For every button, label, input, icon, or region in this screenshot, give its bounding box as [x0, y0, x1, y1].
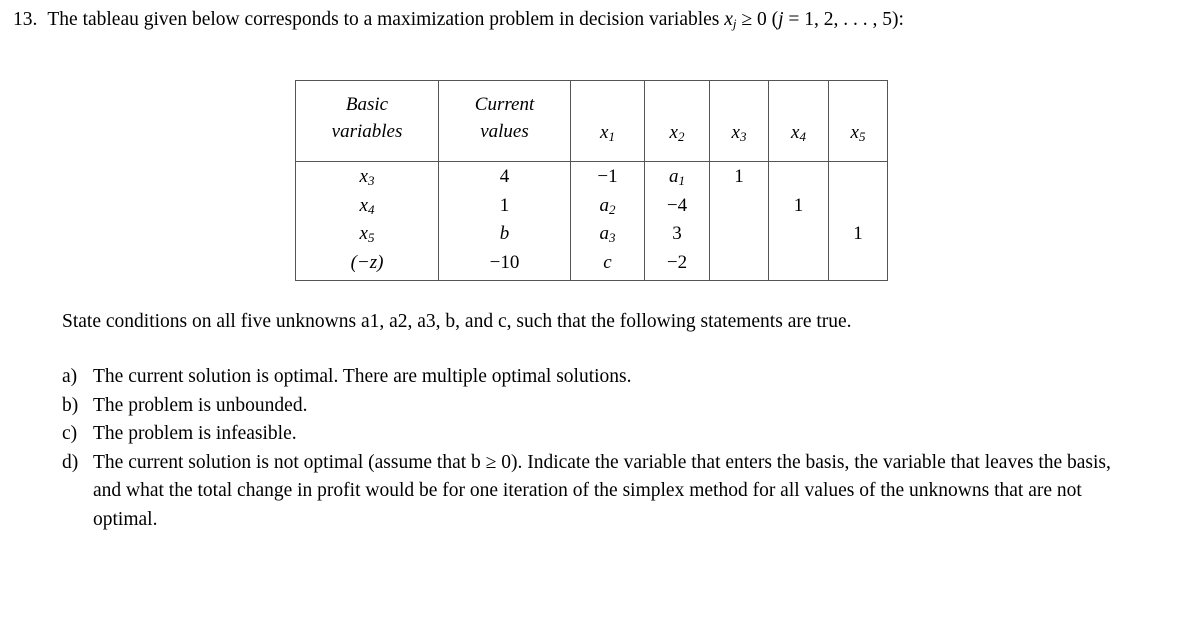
coef-cell: 1	[853, 223, 863, 244]
problem-number: 13.	[13, 9, 38, 30]
coef-cell-a2: $a_2$	[599, 194, 616, 217]
part-label: a)	[62, 366, 78, 387]
part-label: c)	[62, 423, 78, 445]
conditions-instruction: State conditions on all five unknowns a1, a2, a3, b, and c, such that the following statements are true.	[62, 311, 852, 332]
current-values-column	[439, 162, 571, 281]
coef-cell: −1	[597, 166, 618, 187]
coef-cell: −4	[666, 194, 688, 216]
coef-cell	[710, 220, 768, 249]
coef-cell	[829, 192, 887, 221]
question-part	[62, 449, 1142, 535]
question-parts-list	[62, 363, 1142, 535]
simplex-tableau	[295, 80, 888, 281]
coef-cell-a3: $a_3$	[599, 223, 616, 245]
col-header-x2: $x_2$	[645, 81, 710, 162]
part-text: The problem is infeasible.	[93, 423, 297, 445]
coef-cell: 1	[734, 166, 744, 187]
part-label: b)	[62, 394, 79, 416]
coef-cell	[769, 220, 828, 249]
col-header-x3: $x_3$	[710, 81, 769, 162]
index-symbol: j	[778, 9, 784, 30]
problem-text: The tableau given below corresponds to a maximization problem in decision variables	[47, 9, 720, 30]
var-symbol: $x_j$	[724, 9, 737, 31]
basic-var-objective: (−z)	[350, 251, 384, 273]
coef-cell	[710, 249, 768, 278]
tableau-header-row	[296, 81, 888, 162]
value-cell: −10	[489, 251, 520, 273]
coef-cell	[769, 163, 828, 192]
coef-cell: c	[603, 251, 612, 273]
value-cell: b	[499, 223, 510, 244]
basic-var-x4: $x_4$	[359, 194, 375, 217]
nonneg-constraint: ≥ 0 (	[741, 9, 779, 30]
tableau-body-row	[296, 162, 888, 281]
x4-column	[769, 162, 829, 281]
current-values-header: Current values	[439, 81, 571, 162]
col-header-x4: $x_4$	[769, 81, 829, 162]
coef-cell-a1: $a_1$	[669, 166, 685, 188]
coef-cell: −2	[666, 251, 688, 273]
coef-cell: 1	[793, 194, 804, 216]
part-text: The problem is unbounded.	[93, 394, 308, 416]
x2-column	[645, 162, 710, 281]
part-text: The current solution is not optimal (assume that b ≥ 0). Indicate the variable that enters the basis, the variable that leaves the basis, and what the total change in profit would be for one iteration of the simplex method for all values of the unknowns that are not optimal.	[93, 451, 1111, 530]
coef-cell	[769, 249, 828, 278]
question-part	[62, 420, 1142, 449]
coef-cell	[829, 163, 887, 192]
x3-column	[710, 162, 769, 281]
coef-cell	[710, 192, 768, 221]
col-header-x1: $x_1$	[571, 81, 645, 162]
coef-cell: 3	[672, 223, 682, 244]
value-cell: 4	[499, 166, 510, 187]
part-label: d)	[62, 451, 79, 473]
col-header-x5: $x_5$	[829, 81, 888, 162]
question-part	[62, 363, 1142, 392]
basic-variables-column	[296, 162, 439, 281]
basic-variables-header: Basic variables	[296, 81, 439, 162]
index-range: = 1, 2, . . . , 5):	[788, 9, 904, 30]
basic-var-x5: $x_5$	[359, 223, 375, 245]
x5-column	[829, 162, 888, 281]
problem-statement	[13, 9, 904, 31]
x1-column	[571, 162, 645, 281]
coef-cell	[829, 249, 887, 278]
basic-var-x3: $x_3$	[359, 166, 375, 188]
value-cell: 1	[499, 194, 510, 216]
question-part	[62, 392, 1142, 421]
part-text: The current solution is optimal. There are multiple optimal solutions.	[93, 366, 632, 387]
